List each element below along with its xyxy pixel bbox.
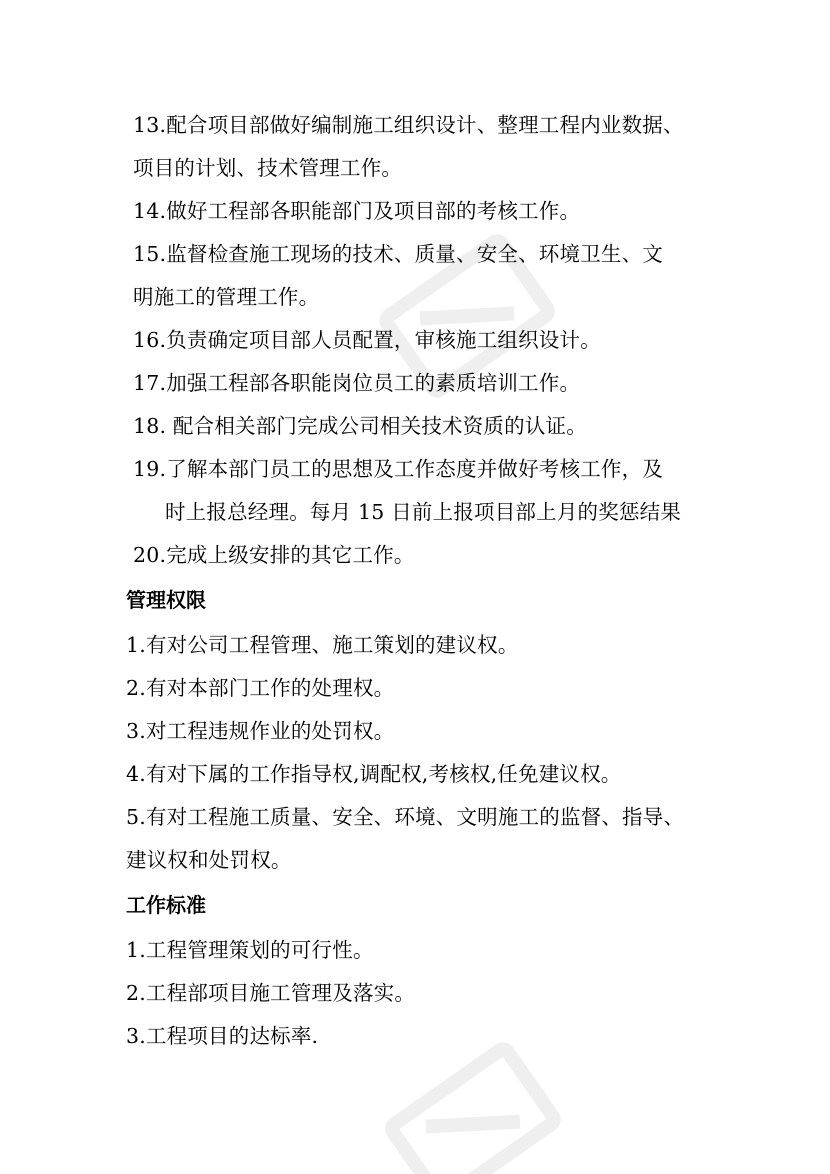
duty-19-line-2: 时上报总经理。每月 15 日前上报项目部上月的奖惩结果 (165, 500, 682, 524)
authority-item-5-line-2: 建议权和处罚权。 (126, 848, 292, 872)
authority-item-3: 3.对工程违规作业的处罚权。 (126, 719, 395, 743)
authority-item-5-line-1: 5.有对工程施工质量、安全、环境、文明施工的监督、指导、 (126, 805, 685, 829)
standards-heading: 工作标准 (126, 893, 206, 917)
standards-item-1: 1.工程管理策划的可行性。 (126, 938, 374, 962)
standards-item-3: 3.工程项目的达标率. (126, 1024, 319, 1048)
standards-item-2: 2.工程部项目施工管理及落实。 (126, 981, 416, 1005)
duty-19-line-1: 19.了解本部门员工的思想及工作态度并做好考核工作，及 (133, 457, 664, 481)
duty-13-line-2: 项目的计划、技术管理工作。 (133, 156, 403, 180)
duty-13-line-1: 13.配合项目部做好编制施工组织设计、整理工程内业数据、 (133, 113, 684, 137)
authority-item-1: 1.有对公司工程管理、施工策划的建议权。 (126, 633, 519, 657)
duty-16: 16.负责确定项目部人员配置，审核施工组织设计。 (133, 328, 601, 352)
authority-item-2: 2.有对本部门工作的处理权。 (126, 676, 395, 700)
authority-heading: 管理权限 (126, 588, 206, 612)
duty-17: 17.加强工程部各职能岗位员工的素质培训工作。 (133, 371, 581, 395)
duty-15-line-1: 15.监督检查施工现场的技术、质量、安全、环境卫生、文 (133, 242, 664, 266)
duty-20: 20.完成上级安排的其它工作。 (133, 543, 415, 567)
duty-18: 18. 配合相关部门完成公司相关技术资质的认证。 (133, 414, 587, 438)
duty-15-line-2: 明施工的管理工作。 (133, 285, 320, 309)
authority-item-4: 4.有对下属的工作指导权,调配权,考核权,任免建议权。 (126, 762, 622, 786)
duty-14: 14.做好工程部各职能部门及项目部的考核工作。 (133, 199, 581, 223)
